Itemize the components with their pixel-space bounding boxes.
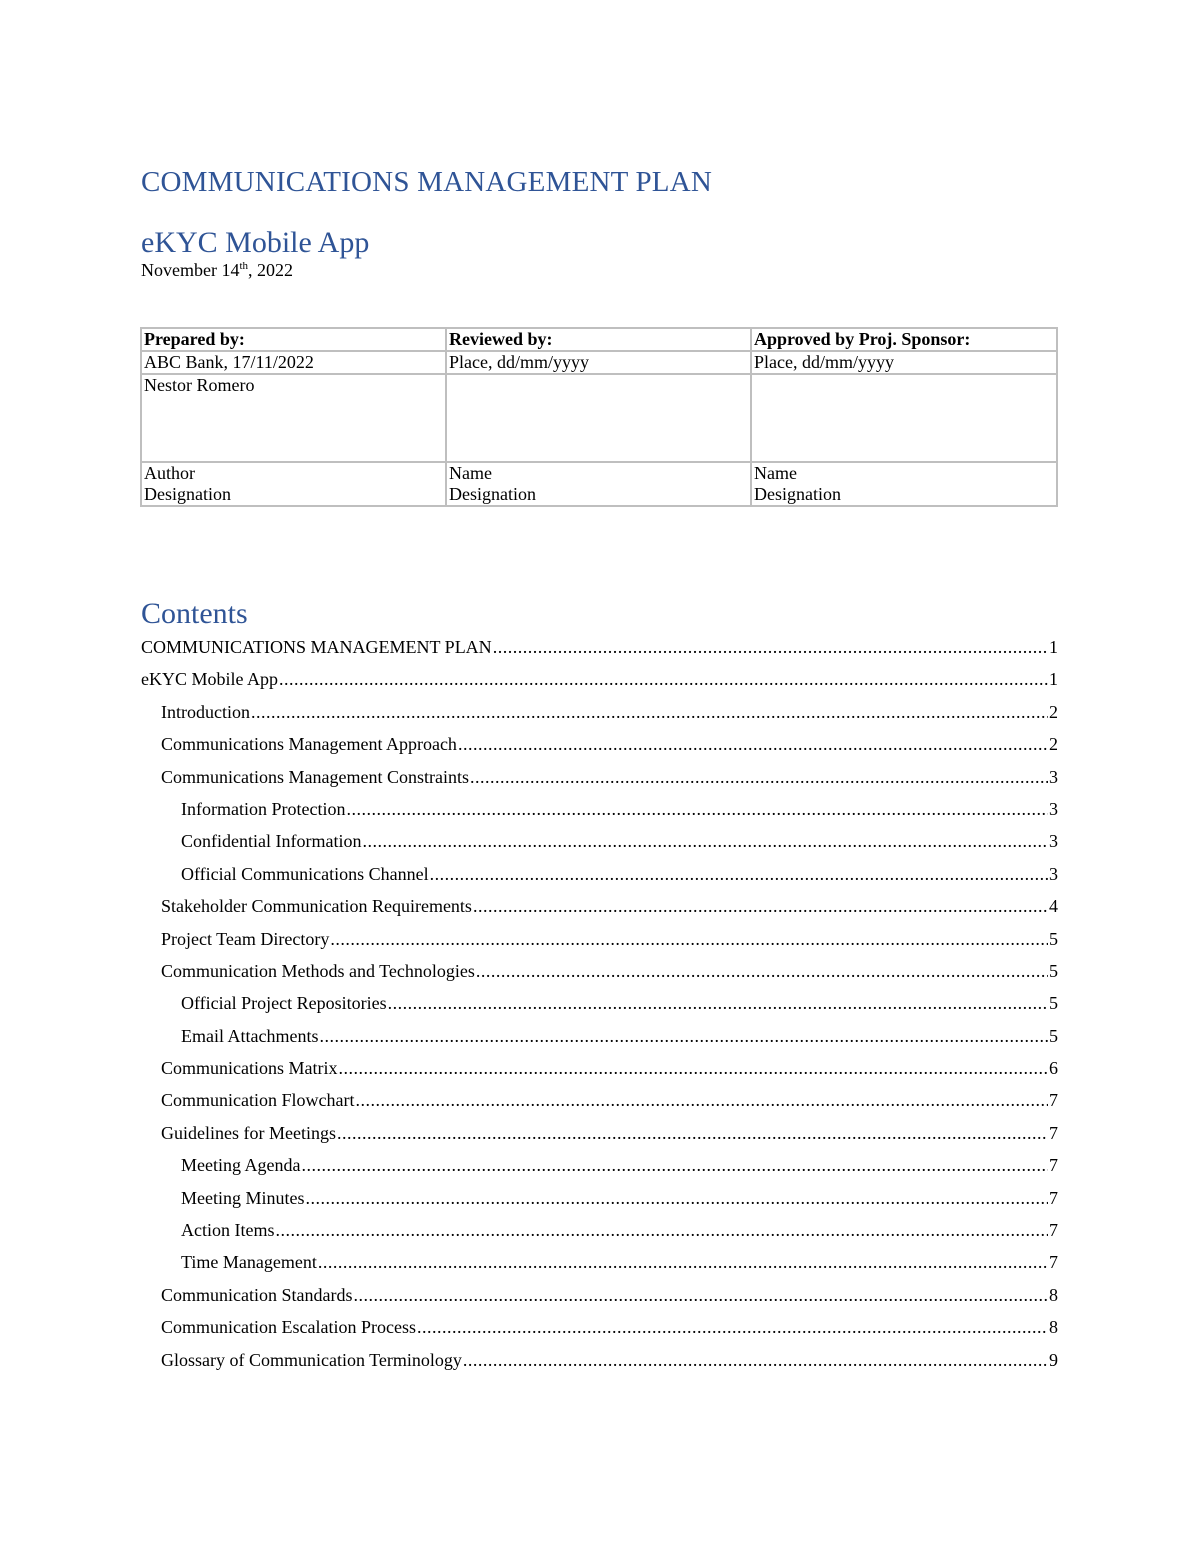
toc-entry-page-number[interactable]: 6 bbox=[1049, 1058, 1058, 1079]
prepared-place-date: ABC Bank, 17/11/2022 bbox=[141, 351, 446, 374]
toc-entry-page-number[interactable]: 9 bbox=[1049, 1349, 1058, 1370]
toc-entry-page-number[interactable]: 5 bbox=[1049, 960, 1058, 981]
toc-entry[interactable] bbox=[141, 1284, 1058, 1316]
toc-entry-page-number[interactable]: 7 bbox=[1049, 1155, 1058, 1176]
toc-entry-title[interactable]: Action Items bbox=[181, 1220, 275, 1241]
reviewed-role-cell bbox=[446, 462, 751, 506]
toc-entry-title[interactable]: Email Attachments bbox=[181, 1025, 319, 1046]
toc-entry-page-number[interactable]: 7 bbox=[1049, 1122, 1058, 1143]
toc-entry-title[interactable]: Information Protection bbox=[181, 798, 346, 819]
toc-entry[interactable] bbox=[141, 992, 1058, 1024]
toc-dot-leader bbox=[463, 1349, 1048, 1371]
toc-entry[interactable] bbox=[141, 1122, 1058, 1154]
toc-entry[interactable] bbox=[141, 928, 1058, 960]
toc-dot-leader bbox=[388, 992, 1048, 1014]
approved-signature-cell bbox=[751, 374, 1057, 462]
toc-entry-title[interactable]: Communications Matrix bbox=[161, 1058, 338, 1079]
toc-entry[interactable] bbox=[141, 1089, 1058, 1121]
toc-dot-leader bbox=[353, 1284, 1048, 1306]
toc-entry-page-number[interactable]: 1 bbox=[1049, 637, 1058, 657]
toc-entry-title[interactable]: Time Management bbox=[181, 1252, 317, 1273]
toc-entry-page-number[interactable]: 7 bbox=[1049, 1187, 1058, 1208]
toc-dot-leader bbox=[251, 701, 1048, 723]
toc-dot-leader bbox=[301, 1154, 1048, 1176]
reviewed-signature-cell bbox=[446, 374, 751, 462]
date-ordinal-suffix: th bbox=[239, 260, 249, 272]
toc-dot-leader bbox=[318, 1251, 1048, 1273]
approval-place-row bbox=[141, 351, 1057, 374]
toc-dot-leader bbox=[337, 1122, 1048, 1144]
toc-entry-title[interactable]: eKYC Mobile App bbox=[141, 669, 278, 690]
toc-entry-title[interactable]: Introduction bbox=[161, 701, 250, 722]
toc-entry[interactable] bbox=[141, 1251, 1058, 1283]
toc-entry-page-number[interactable]: 3 bbox=[1049, 863, 1058, 884]
toc-entry[interactable] bbox=[141, 960, 1058, 992]
toc-entry-page-number[interactable]: 7 bbox=[1049, 1252, 1058, 1273]
toc-dot-leader bbox=[319, 1025, 1048, 1047]
toc-dot-leader bbox=[306, 1187, 1049, 1209]
date-year: , 2022 bbox=[248, 260, 294, 280]
table-of-contents bbox=[141, 636, 1058, 1381]
document-subtitle: eKYC Mobile App bbox=[141, 226, 370, 259]
toc-entry[interactable] bbox=[141, 1025, 1058, 1057]
date-prefix: November 14 bbox=[141, 260, 240, 280]
toc-entry-title[interactable]: Official Communications Channel bbox=[181, 863, 429, 884]
toc-dot-leader bbox=[417, 1316, 1048, 1338]
document-date bbox=[141, 260, 293, 281]
toc-entry-title[interactable]: Communication Methods and Technologies bbox=[161, 960, 475, 981]
prepared-signature-cell: Nestor Romero bbox=[141, 374, 446, 462]
toc-entry[interactable] bbox=[141, 1349, 1058, 1381]
document-title: COMMUNICATIONS MANAGEMENT PLAN bbox=[141, 166, 712, 198]
toc-entry-title[interactable]: Meeting Agenda bbox=[181, 1155, 301, 1176]
toc-entry-title[interactable]: Communication Standards bbox=[161, 1284, 353, 1305]
toc-dot-leader bbox=[275, 1219, 1048, 1241]
approved-by-header: Approved by Proj. Sponsor: bbox=[751, 328, 1057, 351]
toc-entry[interactable] bbox=[141, 1187, 1058, 1219]
toc-dot-leader bbox=[346, 798, 1048, 820]
toc-entry[interactable] bbox=[141, 1219, 1058, 1251]
role-designation: Designation bbox=[754, 484, 841, 504]
toc-entry-title[interactable]: COMMUNICATIONS MANAGEMENT PLAN bbox=[141, 637, 492, 657]
toc-dot-leader bbox=[355, 1089, 1048, 1111]
role-designation: Designation bbox=[449, 484, 536, 504]
toc-dot-leader bbox=[473, 895, 1048, 917]
toc-dot-leader bbox=[470, 766, 1048, 788]
toc-entry-title[interactable]: Official Project Repositories bbox=[181, 993, 387, 1014]
toc-dot-leader bbox=[362, 830, 1048, 852]
toc-dot-leader bbox=[430, 863, 1048, 885]
approval-header-row bbox=[141, 328, 1057, 351]
toc-entry-page-number[interactable]: 1 bbox=[1049, 669, 1058, 690]
toc-entry[interactable] bbox=[141, 701, 1058, 733]
toc-entry[interactable] bbox=[141, 830, 1058, 862]
toc-dot-leader bbox=[279, 668, 1048, 690]
toc-entry[interactable] bbox=[141, 766, 1058, 798]
toc-entry[interactable] bbox=[141, 798, 1058, 830]
prepared-role-cell bbox=[141, 462, 446, 506]
toc-entry-page-number[interactable]: 3 bbox=[1049, 831, 1058, 852]
toc-entry-page-number[interactable]: 7 bbox=[1049, 1090, 1058, 1111]
toc-entry-page-number[interactable]: 2 bbox=[1049, 734, 1058, 755]
approved-role-cell bbox=[751, 462, 1057, 506]
toc-dot-leader bbox=[476, 960, 1048, 982]
toc-entry-title[interactable]: Meeting Minutes bbox=[181, 1187, 305, 1208]
toc-entry-title[interactable]: Stakeholder Communication Requirements bbox=[161, 896, 472, 917]
prepared-by-header: Prepared by: bbox=[141, 328, 446, 351]
toc-entry-title[interactable]: Guidelines for Meetings bbox=[161, 1122, 336, 1143]
toc-entry[interactable] bbox=[141, 636, 1058, 668]
role-name: Name bbox=[754, 463, 797, 483]
toc-dot-leader bbox=[493, 636, 1048, 658]
toc-entry-page-number[interactable]: 5 bbox=[1049, 993, 1058, 1014]
toc-entry[interactable] bbox=[141, 668, 1058, 700]
reviewed-by-header: Reviewed by: bbox=[446, 328, 751, 351]
toc-entry-title[interactable]: Communication Flowchart bbox=[161, 1090, 355, 1111]
toc-entry-title[interactable]: Communication Escalation Process bbox=[161, 1317, 416, 1338]
toc-entry-title[interactable]: Project Team Directory bbox=[161, 928, 330, 949]
approval-signature-row bbox=[141, 374, 1057, 462]
toc-entry-page-number[interactable]: 2 bbox=[1049, 701, 1058, 722]
contents-heading: Contents bbox=[141, 597, 248, 630]
approval-role-row bbox=[141, 462, 1057, 506]
approved-place-date: Place, dd/mm/yyyy bbox=[751, 351, 1057, 374]
toc-entry-title[interactable]: Communications Management Approach bbox=[161, 734, 457, 755]
toc-entry-page-number[interactable]: 3 bbox=[1049, 766, 1058, 787]
toc-entry-page-number[interactable]: 8 bbox=[1049, 1284, 1058, 1305]
toc-entry-page-number[interactable]: 5 bbox=[1049, 1025, 1058, 1046]
toc-dot-leader bbox=[338, 1057, 1048, 1079]
role-name: Author bbox=[144, 463, 195, 483]
role-name: Name bbox=[449, 463, 492, 483]
toc-entry-page-number[interactable]: 4 bbox=[1049, 896, 1058, 917]
toc-entry-page-number[interactable]: 8 bbox=[1049, 1317, 1058, 1338]
toc-entry[interactable] bbox=[141, 895, 1058, 927]
toc-dot-leader bbox=[330, 928, 1048, 950]
toc-entry[interactable] bbox=[141, 1057, 1058, 1089]
toc-entry[interactable] bbox=[141, 1316, 1058, 1348]
approval-table bbox=[140, 327, 1058, 507]
toc-entry-title[interactable]: Communications Management Constraints bbox=[161, 766, 469, 787]
toc-entry[interactable] bbox=[141, 863, 1058, 895]
toc-entry[interactable] bbox=[141, 733, 1058, 765]
toc-entry-title[interactable]: Confidential Information bbox=[181, 831, 362, 852]
toc-entry-page-number[interactable]: 7 bbox=[1049, 1220, 1058, 1241]
reviewed-place-date: Place, dd/mm/yyyy bbox=[446, 351, 751, 374]
toc-entry-page-number[interactable]: 3 bbox=[1049, 798, 1058, 819]
toc-entry-title[interactable]: Glossary of Communication Terminology bbox=[161, 1349, 462, 1370]
toc-entry-page-number[interactable]: 5 bbox=[1049, 928, 1058, 949]
role-designation: Designation bbox=[144, 484, 231, 504]
toc-dot-leader bbox=[458, 733, 1048, 755]
toc-entry[interactable] bbox=[141, 1154, 1058, 1186]
